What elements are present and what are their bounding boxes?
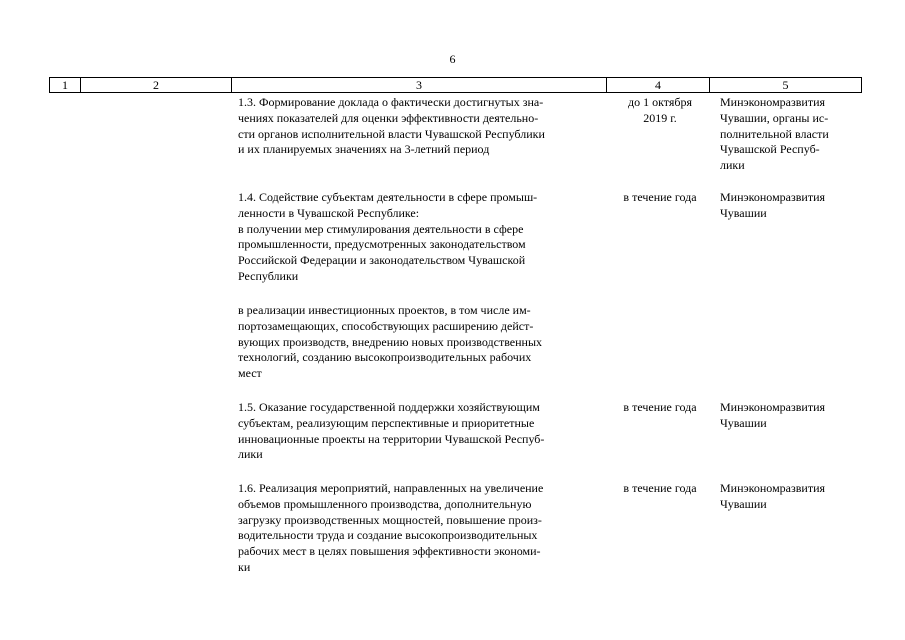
executor-1-4: Минэкономразвития Чувашии xyxy=(720,190,826,220)
measure-text: 1.3. Формирование доклада о фактически достигнутых зна- чениях показателей для оценки эффективности деятельно- сти органов исполнительной власти Чувашской Республики и их планируемых значениях на 3-летний период xyxy=(238,95,545,157)
measure-text-1-4-continued xyxy=(238,303,600,382)
deadline-1-6: в течение года xyxy=(623,481,697,495)
measure-text-1-5 xyxy=(238,400,600,463)
deadline-1-4: в течение года xyxy=(623,190,697,204)
deadline-1-3: до 1 октября 2019 г. xyxy=(627,95,692,125)
column-header-5: 5 xyxy=(709,78,862,92)
measure-text: 1.4. Содействие субъектам деятельности в сфере промыш- ленности в Чувашской Республике: в получении мер стимулирования деятельности в сфере промышленности, предусмотренных законодательством Российской Федерации и законодательством Чувашской Республики xyxy=(238,190,538,283)
page-number: 6 xyxy=(449,52,456,66)
measure-text-1-4 xyxy=(238,190,600,285)
executor-1-3: Минэкономразвития Чувашии, органы ис- полнительной власти Чувашской Респуб- лики xyxy=(720,95,829,173)
table-header-row xyxy=(49,77,862,93)
deadline-1-5: в течение года xyxy=(623,400,697,414)
measure-text: 1.6. Реализация мероприятий, направленных на увеличение объемов промышленного производства, дополнительную загрузку производственных мощностей, повышение произ- водительности труда и создание высокопроизводительных рабочих мест в целях повышения эффективности экономи- ки xyxy=(238,481,544,574)
column-header-2: 2 xyxy=(80,78,231,92)
column-header-1: 1 xyxy=(49,78,80,92)
column-header-3: 3 xyxy=(231,78,606,92)
column-header-4: 4 xyxy=(606,78,709,92)
measure-text: в реализации инвестиционных проектов, в том числе им- портозамещающих, способствующих расширению дейст- вующих производств, внедрению новых производственных технологий, созданию высокопроизводительных рабочих мест xyxy=(238,303,543,381)
measure-text-1-3 xyxy=(238,95,600,158)
measure-text: 1.5. Оказание государственной поддержки хозяйствующим субъектам, реализующим перспективные и приоритетные инновационные проекты на территории Чувашской Респуб- лики xyxy=(238,400,545,462)
executor-1-5: Минэкономразвития Чувашии xyxy=(720,400,826,430)
measure-text-1-6 xyxy=(238,481,600,576)
executor-1-6: Минэкономразвития Чувашии xyxy=(720,481,826,511)
